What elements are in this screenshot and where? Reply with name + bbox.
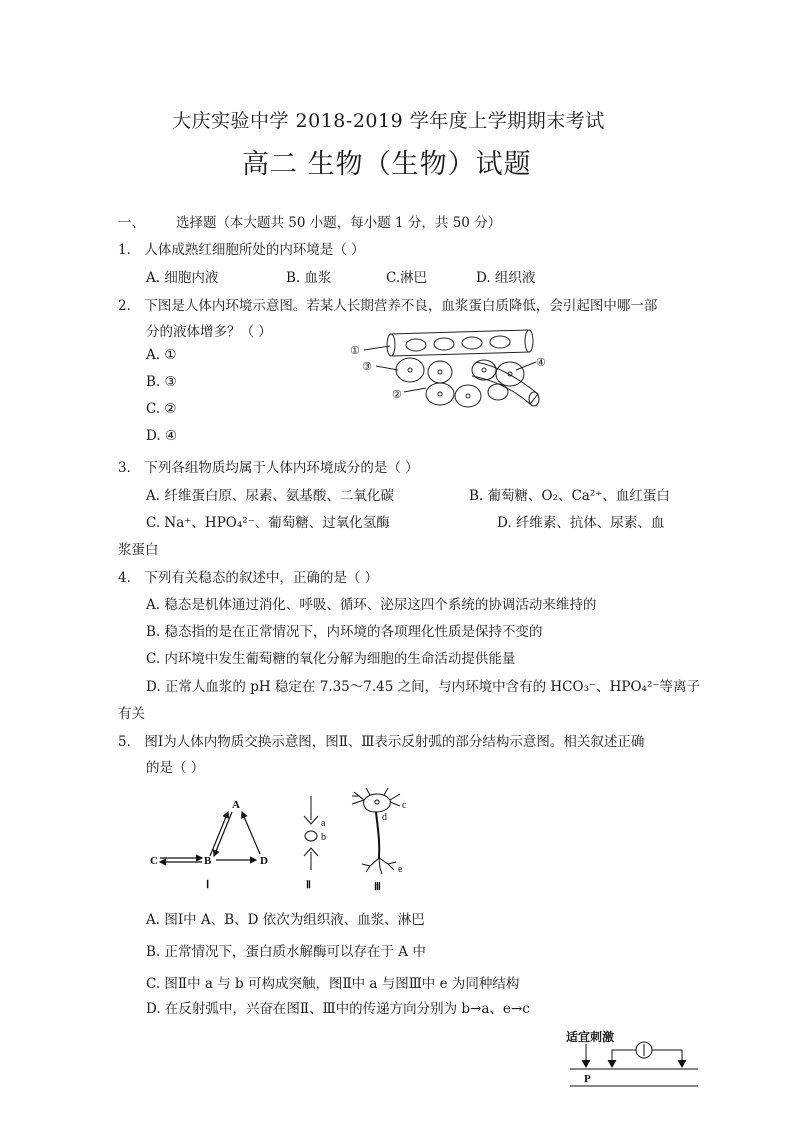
q3-stem: 3． 下列各组物质均属于人体内环境成分的是（ ） bbox=[118, 460, 419, 476]
q2-option-d: D. ④ bbox=[146, 428, 178, 444]
node-a: A bbox=[232, 799, 240, 811]
q2-option-a: A. ① bbox=[146, 347, 177, 363]
label-a: a bbox=[321, 818, 326, 829]
q5-option-c: C. 图Ⅱ中 a 与 b 可构成突触，图Ⅱ中 a 与图Ⅲ中 e 为同种结构 bbox=[146, 976, 520, 992]
electrode-right bbox=[652, 1050, 682, 1066]
figure-i-label: Ⅰ bbox=[206, 879, 210, 891]
q3-option-c: C. Na⁺、HPO₄²⁻、葡萄糖、过氧化氢酶 bbox=[146, 515, 390, 531]
figure-iii-label: Ⅲ bbox=[374, 882, 381, 892]
internal-environment-figure bbox=[348, 326, 552, 410]
q5-option-b: B. 正常情况下，蛋白质水解酶可以存在于 A 中 bbox=[146, 944, 426, 960]
label-e: e bbox=[398, 864, 403, 875]
arrow-a-to-b bbox=[214, 812, 232, 856]
exam-title: 高二 生物（生物）试题 bbox=[242, 149, 532, 180]
exchange-figure-i bbox=[146, 792, 276, 892]
axon bbox=[376, 812, 379, 858]
q3-option-d: D. 纤维素、抗体、尿素、血 bbox=[497, 515, 665, 531]
q1-stem: 1． 人体成熟红细胞所处的内环境是（ ） bbox=[118, 242, 365, 258]
label-b: b bbox=[321, 832, 326, 843]
figure-label-1: ① bbox=[350, 345, 360, 357]
q1-option-c: C.淋巴 bbox=[386, 270, 428, 286]
q5-stem-line2: 的是（ ） bbox=[146, 760, 205, 776]
q3-option-a: A. 纤维蛋白原、尿素、氨基酸、二氧化碳 bbox=[146, 488, 394, 504]
arrow-b-to-a bbox=[210, 812, 228, 856]
section-number: 一、 bbox=[118, 215, 145, 231]
q3-option-d-wrap: 浆蛋白 bbox=[118, 542, 159, 558]
node-c: C bbox=[150, 855, 158, 867]
q4-option-c: C. 内环境中发生葡萄糖的氧化分解为细胞的生命活动提供能量 bbox=[146, 651, 516, 667]
q3-option-b: B. 葡萄糖、O₂、Ca²⁺、血红蛋白 bbox=[469, 488, 670, 504]
q1-option-a: A. 细胞内液 bbox=[146, 270, 219, 286]
q2-stem-line1: 2． 下图是人体内环境示意图。若某人长期营养不良，血浆蛋白质降低，会引起图中哪一部 bbox=[118, 298, 658, 314]
q5-option-d: D. 在反射弧中，兴奋在图Ⅱ、Ⅲ中的传递方向分别为 b→a、e→c bbox=[146, 1001, 530, 1017]
q4-option-b: B. 稳态指的是在正常情况下，内环境的各项理化性质是保持不变的 bbox=[146, 624, 543, 640]
q2-stem-line2: 分的液体增多？（ ） bbox=[146, 324, 272, 340]
label-c: c bbox=[402, 800, 407, 811]
electrode-left bbox=[612, 1050, 636, 1066]
cell-body bbox=[364, 794, 391, 812]
q4-option-d-wrap: 有关 bbox=[118, 706, 145, 722]
q2-option-c: C. ② bbox=[146, 401, 177, 417]
neuron-figure-iii bbox=[350, 786, 410, 892]
node-d: D bbox=[260, 855, 268, 867]
figure-ii-label: Ⅱ bbox=[306, 880, 311, 891]
q2-option-b: B. ③ bbox=[146, 374, 177, 390]
school-title: 大庆实验中学 2018-2019 学年度上学期期末考试 bbox=[172, 110, 605, 132]
figure-label-3: ③ bbox=[362, 361, 372, 373]
figure-label-4: ④ bbox=[536, 357, 546, 369]
label-d: d bbox=[382, 812, 387, 823]
nerve-fiber-figure bbox=[566, 1040, 702, 1090]
q4-option-d: D. 正常人血浆的 pH 稳定在 7.35～7.45 之间，与内环境中含有的 HCO₃⁻、HPO₄²⁻等离子 bbox=[146, 679, 700, 695]
node-b: B bbox=[204, 855, 212, 867]
capillary-tube bbox=[390, 330, 530, 356]
synapse-figure-ii bbox=[296, 792, 336, 892]
q1-option-d: D. 组织液 bbox=[476, 270, 536, 286]
section-heading: 选择题（本大题共 50 小题，每小题 1 分，共 50 分） bbox=[176, 215, 502, 231]
stimulus-label: 适宜刺激 bbox=[566, 1030, 615, 1044]
axon-terminals bbox=[362, 858, 396, 874]
point-p: P bbox=[584, 1073, 591, 1085]
q4-stem: 4． 下列有关稳态的叙述中，正确的是（ ） bbox=[118, 570, 379, 586]
figure-label-2: ② bbox=[392, 389, 402, 401]
q5-option-a: A. 图Ⅰ中 A、B、D 依次为组织液、血浆、淋巴 bbox=[146, 912, 425, 928]
q4-option-a: A. 稳态是机体通过消化、呼吸、循环、泌尿这四个系统的协调活动来维持的 bbox=[146, 597, 597, 613]
q1-option-b: B. 血浆 bbox=[286, 270, 332, 286]
arrow-d-to-a bbox=[242, 812, 260, 854]
q5-stem-line1: 5． 图Ⅰ为人体内物质交换示意图，图Ⅱ、Ⅲ表示反射弧的部分结构示意图。相关叙述正确 bbox=[118, 734, 645, 750]
